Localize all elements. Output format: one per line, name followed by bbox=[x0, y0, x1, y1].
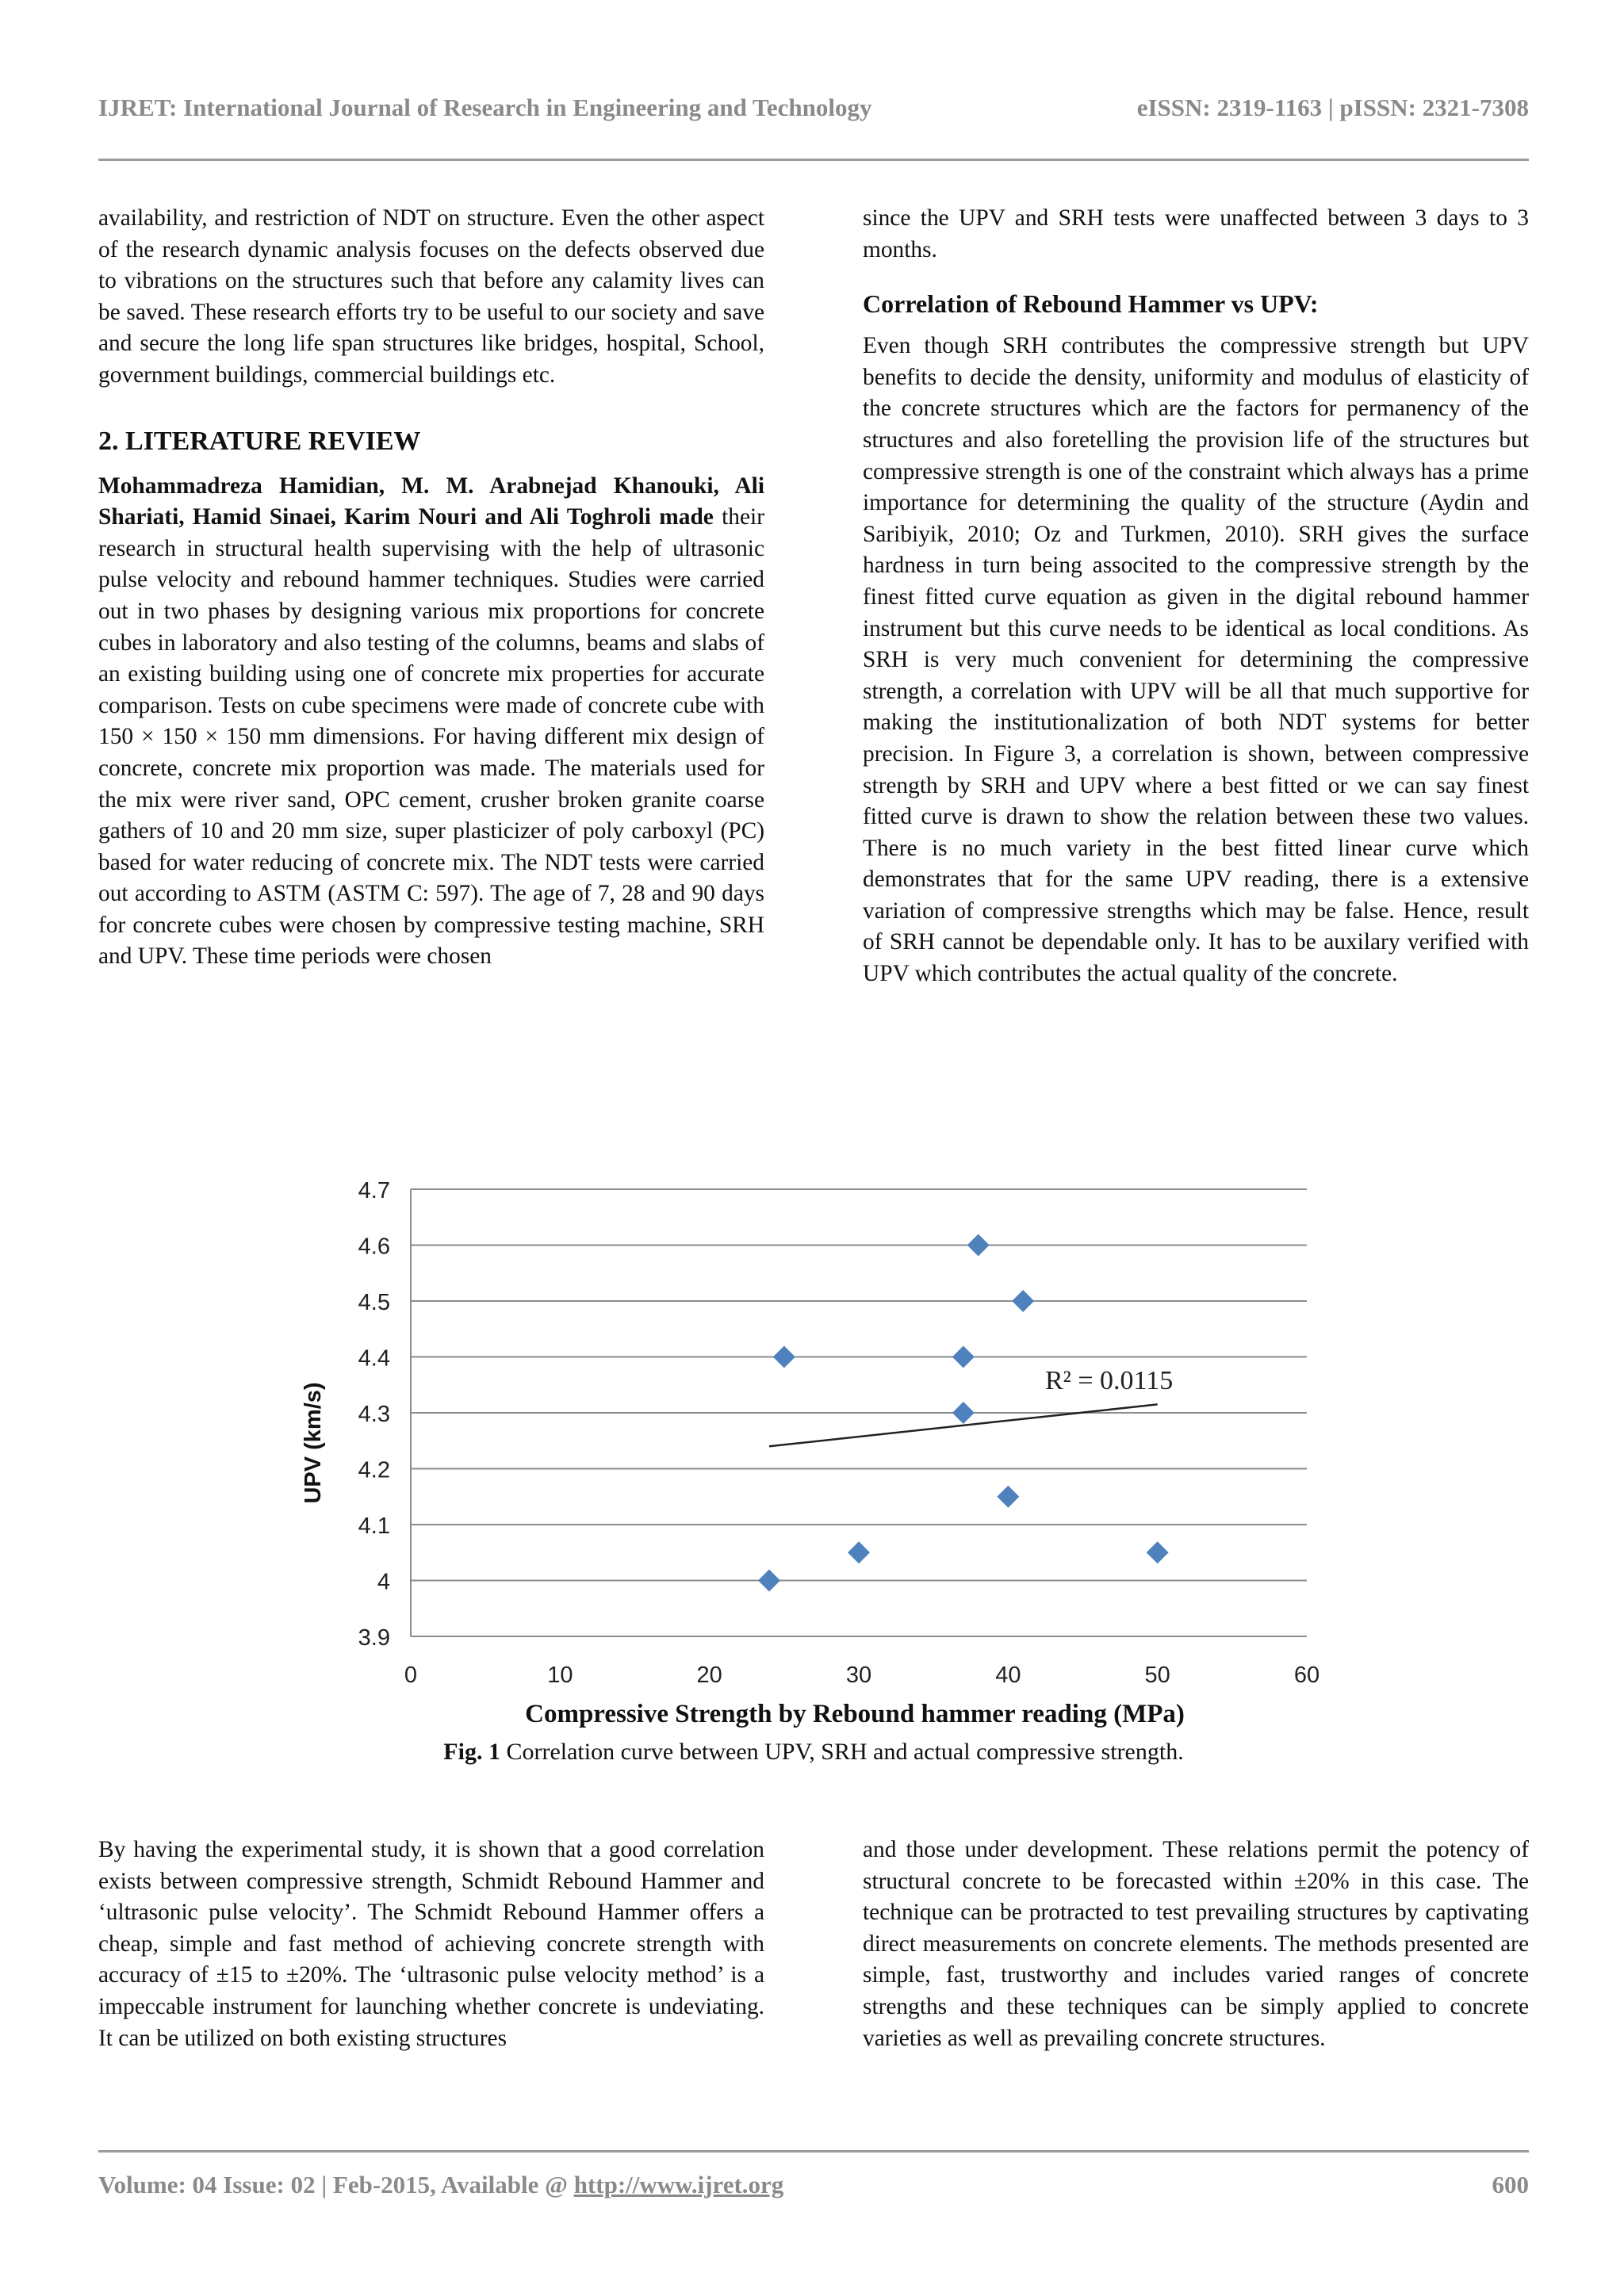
figure-caption-text: Correlation curve between UPV, SRH and actual compressive strength. bbox=[500, 1739, 1184, 1765]
x-tick-label: 10 bbox=[547, 1663, 573, 1688]
author-list: Mohammadreza Hamidian, M. M. Arabnejad Khanouki, Ali Shariati, Hamid Sinaei, Karim Nouri and Ali Toghroli made bbox=[98, 473, 764, 530]
data-point bbox=[952, 1402, 975, 1424]
y-tick-label: 4.4 bbox=[358, 1345, 390, 1372]
x-tick-label: 60 bbox=[1293, 1663, 1320, 1688]
x-tick-label: 40 bbox=[995, 1663, 1021, 1688]
paragraph: availability, and restriction of NDT on structure. Even the other aspect of the research dynamic analysis focuses on the defects observed due to vibrations on the structures such that before any calamity lives can be saved. These research efforts try to be useful to our society and save and secure the long life span structures like bridges, hospital, School, government buildings, commercial buildings etc. bbox=[98, 205, 764, 388]
figure-label: Fig. 1 bbox=[443, 1739, 500, 1765]
paragraph: Even though SRH contributes the compressive strength but UPV benefits to decide the density, uniformity and modulus of elasticity of the concrete structures which are the factors for permanency of the structures and also foretelling the provision life of the structures but compressive strength is one of the constraint which always has a prime importance for determining the quality of the structure (Aydin and Saribiyik, 2010; Oz and Turkmen, 2010). SRH gives the surface hardness in turn being associted to the compressive strength by the finest fitted curve equation as given in the digital rebound hammer instrument but this curve needs to be identical as local conditions. As SRH is very much convenient for determining the compressive strength, a correlation with UPV will be all that much supportive for making the institutionalization of both NDT systems for better precision. In Figure 3, a correlation is shown, between compressive strength by SRH and UPV where a best fitted or we can say finest fitted curve is drawn to show the relation between these two values. There is no much variety in the best fitted linear curve which demonstrates that for the same UPV reading, there is a extensive variation of compressive strengths which may be false. Hence, result of SRH cannot be dependable only. It has to be auxilary verified with UPV which contributes the actual quality of the concrete. bbox=[863, 333, 1529, 987]
paragraph-text: their research in structural health supervising with the help of ultrasonic pulse velocity and rebound hammer techniques. Studies were carried out in two phases by designing various mix proportions for concrete cubes in laboratory and also testing of the columns, beams and slabs of an existing building using one of concrete mix properties for accurate comparison. Tests on cube specimens were made of concrete cube with 150 × 150 × 150 mm dimensions. For having different mix design of concrete, concrete mix proportion was made. The materials used for the mix were river sand, OPC cement, crusher broken granite coarse gathers of 10 and 20 mm size, super plasticizer of poly carboxyl (PC) based for water reducing of concrete mix. The NDT tests were carried out according to ASTM (ASTM C: 597). The age of 7, 28 and 90 days for concrete cubes were chosen by compressive testing machine, SRH and UPV. These time periods were chosen bbox=[98, 504, 764, 970]
x-tick-label: 0 bbox=[404, 1663, 418, 1688]
y-tick-label: 4.1 bbox=[358, 1513, 390, 1539]
volume-info bbox=[98, 2171, 783, 2199]
y-tick-label: 4.5 bbox=[358, 1290, 390, 1315]
y-axis-label: UPV (km/s) bbox=[301, 1382, 326, 1504]
data-point bbox=[1012, 1290, 1034, 1312]
x-tick-label: 50 bbox=[1144, 1663, 1170, 1688]
volume-text: Volume: 04 Issue: 02 | Feb-2015, Available @ bbox=[98, 2171, 574, 2198]
subsection-title: Correlation of Rebound Hammer vs UPV: bbox=[863, 289, 1319, 319]
y-tick-label: 4.7 bbox=[358, 1178, 390, 1203]
journal-title: IJRET: International Journal of Research in Engineering and Technology bbox=[98, 94, 872, 121]
data-point bbox=[1147, 1541, 1169, 1563]
page-footer bbox=[98, 2171, 1529, 2199]
right-column-bottom bbox=[863, 1835, 1529, 2054]
x-tick-labels bbox=[404, 1663, 1320, 1688]
data-point bbox=[952, 1346, 975, 1368]
data-point bbox=[967, 1234, 990, 1257]
x-axis-label: Compressive Strength by Rebound hammer reading (MPa) bbox=[525, 1700, 1185, 1728]
x-tick-label: 30 bbox=[845, 1663, 872, 1688]
issn-text: eISSN: 2319-1163 | pISSN: 2321-7308 bbox=[1136, 94, 1529, 121]
data-point bbox=[848, 1541, 870, 1563]
y-tick-label: 4.2 bbox=[358, 1457, 390, 1483]
data-point bbox=[773, 1346, 795, 1368]
x-tick-label: 20 bbox=[696, 1663, 722, 1688]
data-point bbox=[997, 1486, 1019, 1508]
footer-rule bbox=[98, 2150, 1529, 2152]
y-tick-label: 4.6 bbox=[358, 1234, 390, 1260]
y-tick-label: 4 bbox=[377, 1569, 390, 1595]
paragraph: and those under development. These relations permit the potency of structural concrete to be forecasted within ±20% in this case. The technique can be protracted to test prevailing structures by captivating direct measurements on concrete elements. The methods presented are simple, fast, trustworthy and includes varied ranges of concrete strengths and these techniques can be simply applied to concrete varieties as well as prevailing concrete structures. bbox=[863, 1837, 1529, 2051]
page-number: 600 bbox=[1492, 2171, 1529, 2198]
journal-link[interactable]: http://www.ijret.org bbox=[573, 2171, 784, 2198]
figure-caption bbox=[98, 1739, 1529, 1766]
y-tick-labels bbox=[358, 1178, 390, 1651]
r-squared-label: R² = 0.0115 bbox=[1045, 1366, 1174, 1395]
data-point bbox=[758, 1570, 780, 1592]
y-tick-label: 4.3 bbox=[358, 1402, 390, 1427]
gridlines bbox=[411, 1189, 1307, 1636]
y-tick-label: 3.9 bbox=[358, 1625, 390, 1651]
section-title: 2. LITERATURE REVIEW bbox=[98, 426, 421, 456]
paragraph: By having the experimental study, it is shown that a good correlation exists between compressive strength, Schmidt Rebound Hammer and ‘ultrasonic pulse velocity’. The Schmidt Rebound Hammer offers a cheap, simple and fast method of achieving concrete strength with accuracy of ±15 to ±20%. The ‘ultrasonic pulse velocity method’ is a impeccable instrument for launching whether concrete is undeviating. It can be utilized on both existing structures bbox=[98, 1837, 764, 2051]
left-column-bottom bbox=[98, 1835, 764, 2054]
paragraph: since the UPV and SRH tests were unaffected between 3 days to 3 months. bbox=[863, 205, 1529, 262]
